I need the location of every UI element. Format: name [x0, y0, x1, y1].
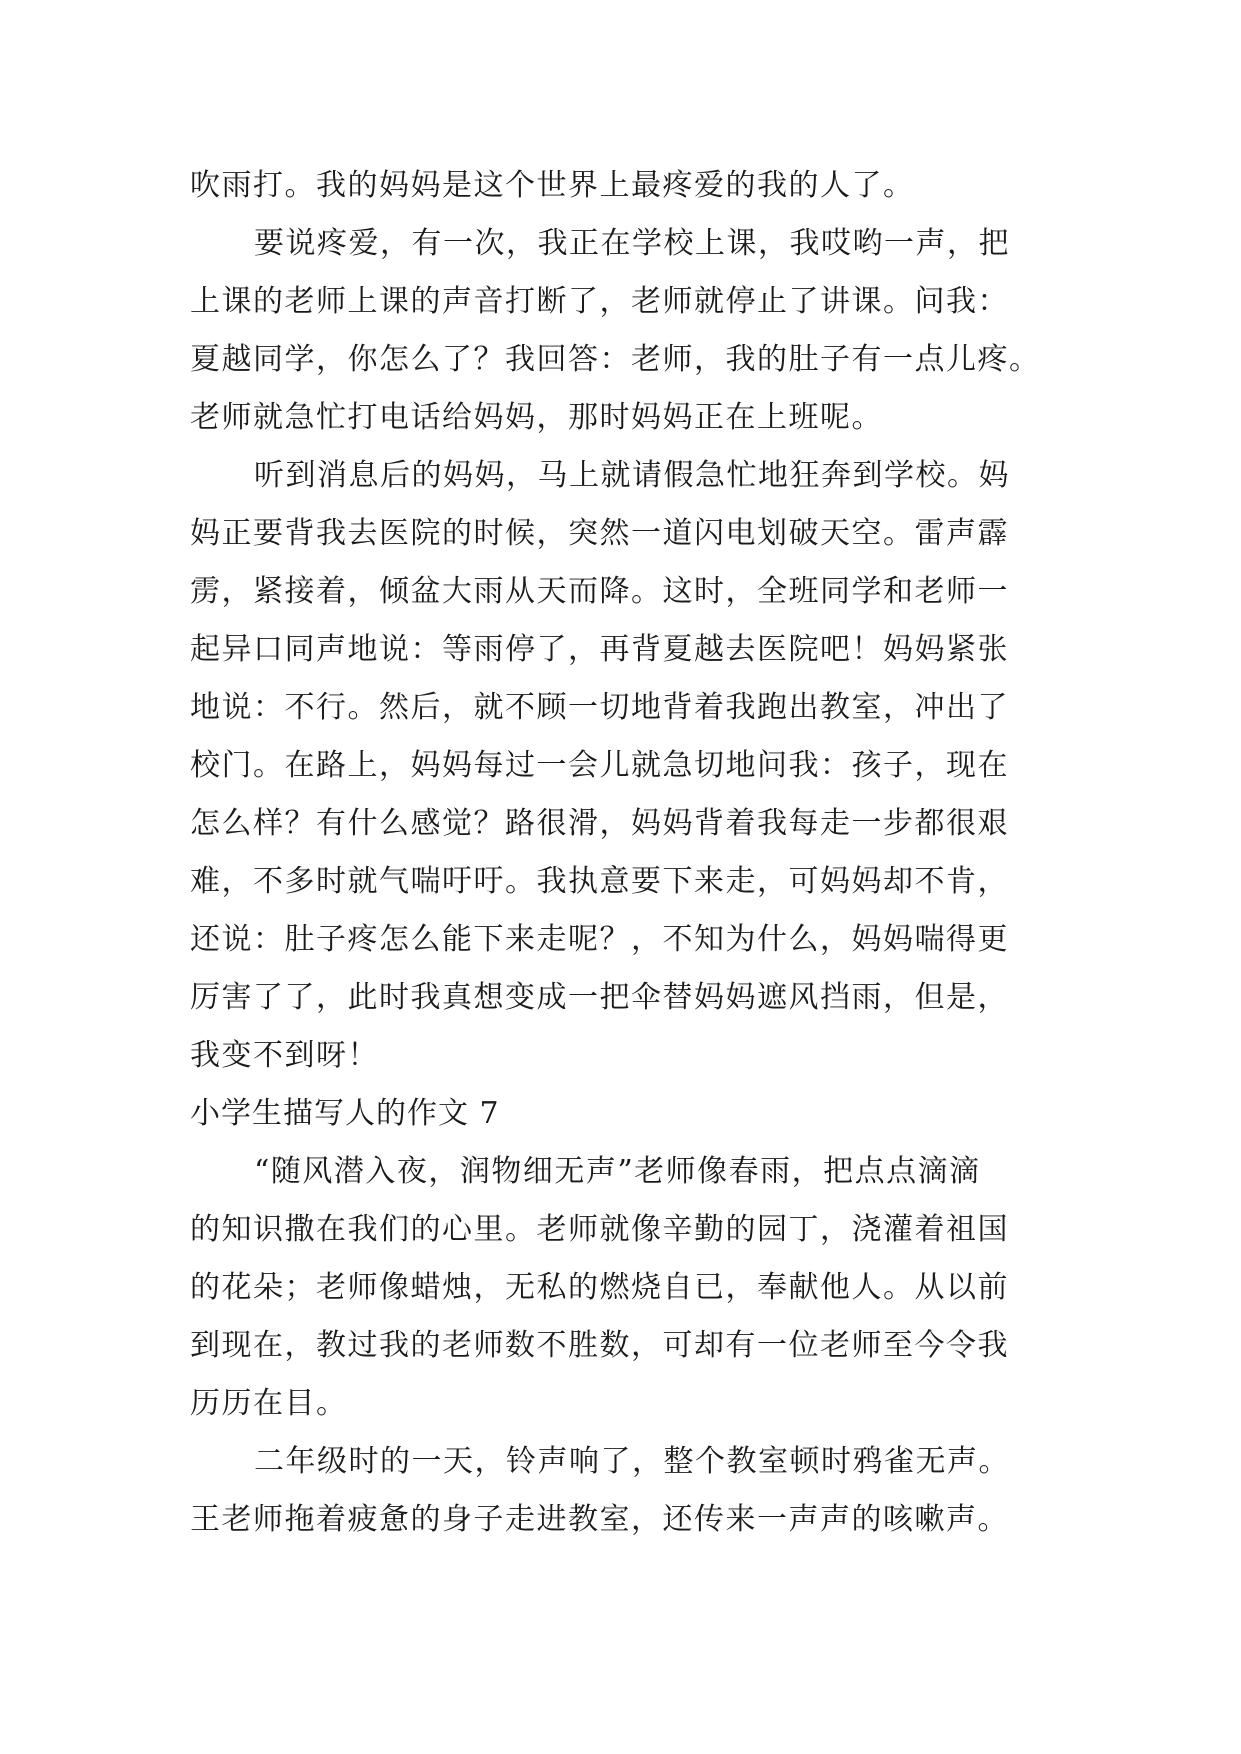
section-heading: 小学生描写人的作文 7	[190, 1096, 500, 1131]
text-line: 历历在目。	[190, 1386, 348, 1421]
text-line: 吹雨打。我的妈妈是这个世界上最疼爱的我的人了。	[190, 168, 915, 203]
text-line: 地说：不行。然后，就不顾一切地背着我跑出教室，冲出了	[190, 690, 1009, 725]
text-line: 的知识撒在我们的心里。老师就像辛勤的园丁，浇灌着祖国	[190, 1212, 1009, 1247]
text-line: 要说疼爱，有一次，我正在学校上课，我哎哟一声，把	[254, 226, 1010, 261]
text-line: 老师就急忙打电话给妈妈，那时妈妈正在上班呢。	[190, 400, 883, 435]
text-line: 我变不到呀！	[190, 1038, 379, 1073]
text-line: 上课的老师上课的声音打断了，老师就停止了讲课。问我：	[190, 284, 1009, 319]
text-line: 怎么样？有什么感觉？路很滑，妈妈背着我每走一步都很艰	[190, 806, 1009, 841]
text-line: 起异口同声地说：等雨停了，再背夏越去医院吧！妈妈紧张	[190, 632, 1009, 667]
text-line: 妈正要背我去医院的时候，突然一道闪电划破天空。雷声霹	[190, 516, 1009, 551]
text-line: 校门。在路上，妈妈每过一会儿就急切地问我：孩子，现在	[190, 748, 1009, 783]
text-line: 到现在，教过我的老师数不胜数，可却有一位老师至今令我	[190, 1328, 1009, 1363]
text-line: 难，不多时就气喘吁吁。我执意要下来走，可妈妈却不肯，	[190, 864, 1009, 899]
text-line: “随风潜入夜，润物细无声”老师像春雨，把点点滴滴	[254, 1154, 981, 1189]
text-line: 王老师拖着疲惫的身子走进教室，还传来一声声的咳嗽声。	[190, 1502, 1009, 1537]
text-line: 厉害了了，此时我真想变成一把伞替妈妈遮风挡雨，但是，	[190, 980, 1009, 1015]
text-line: 听到消息后的妈妈，马上就请假急忙地狂奔到学校。妈	[254, 458, 1010, 493]
text-line: 夏越同学，你怎么了？我回答：老师，我的肚子有一点儿疼。	[190, 342, 1041, 377]
text-line: 雳，紧接着，倾盆大雨从天而降。这时，全班同学和老师一	[190, 574, 1009, 609]
text-line: 二年级时的一天，铃声响了，整个教室顿时鸦雀无声。	[254, 1444, 1010, 1479]
text-line: 还说：肚子疼怎么能下来走呢？，不知为什么，妈妈喘得更	[190, 922, 1009, 957]
text-line: 的花朵；老师像蜡烛，无私的燃烧自已，奉献他人。从以前	[190, 1270, 1009, 1305]
